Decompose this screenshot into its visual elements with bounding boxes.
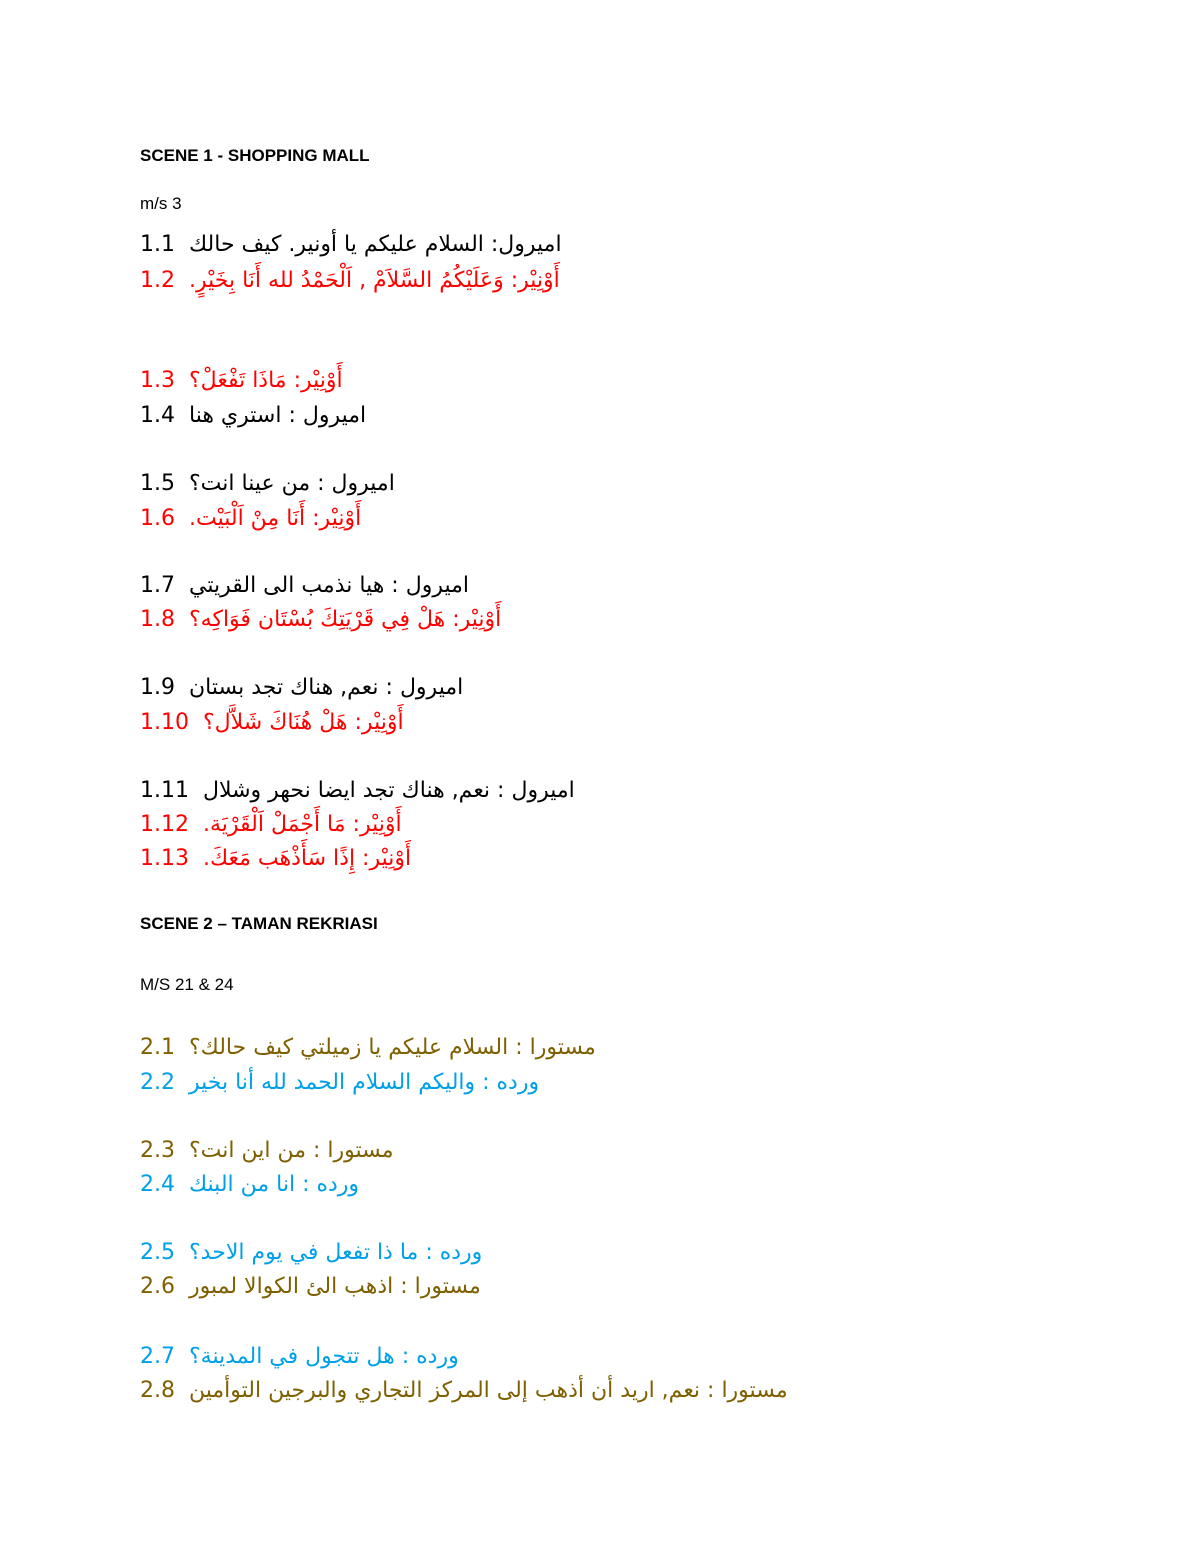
scene-1-heading: SCENE 1 - SHOPPING MALL xyxy=(140,146,370,165)
line-text: اميرول : نعم, هناك تجد ايضا نحهر وشلال xyxy=(202,778,575,803)
dialogue-line xyxy=(140,502,361,536)
line-number: 2.1 xyxy=(140,1035,175,1060)
dialogue-line xyxy=(140,706,404,740)
line-number: 1.11 xyxy=(140,778,189,803)
line-text: أَوْنِيْر: هَلْ فِي قَرْيَتِكَ بُسْتَان فَوَاكِه؟ xyxy=(189,607,502,632)
dialogue-line xyxy=(140,774,575,808)
line-number: 2.3 xyxy=(140,1138,175,1163)
dialogue-line xyxy=(140,842,411,876)
line-text: ورده : انا من البنك xyxy=(189,1172,360,1197)
scene-2-heading: SCENE 2 – TAMAN REKRIASI xyxy=(140,914,378,933)
dialogue-line xyxy=(140,467,395,501)
line-text: ورده : هل تتجول في المدينة؟ xyxy=(189,1344,459,1369)
line-number: 1.2 xyxy=(140,268,175,293)
dialogue-line xyxy=(140,1168,359,1202)
dialogue-line xyxy=(140,1066,539,1100)
dialogue-line xyxy=(140,1236,482,1270)
line-number: 1.13 xyxy=(140,846,189,871)
line-number: 1.10 xyxy=(140,710,189,735)
line-text: مستورا : من اين انت؟ xyxy=(189,1138,394,1163)
line-number: 1.12 xyxy=(140,812,189,837)
line-number: 1.4 xyxy=(140,403,175,428)
line-text: مستورا : السلام عليكم يا زميلتي كيف حالك؟ xyxy=(189,1035,596,1060)
line-number: 2.6 xyxy=(140,1274,175,1299)
line-number: 2.8 xyxy=(140,1378,175,1403)
line-text: أَوْنِيْر: إِذًا سَأَذْهَب مَعَكَ. xyxy=(202,846,412,871)
scene-2-page-ref: M/S 21 & 24 xyxy=(140,975,234,994)
dialogue-line xyxy=(140,1134,394,1168)
line-number: 1.7 xyxy=(140,573,175,598)
dialogue-line xyxy=(140,364,343,398)
line-text: مستورا : اذهب الئ الكوالا لمبور xyxy=(189,1274,481,1299)
line-text: اميرول : استري هنا xyxy=(189,403,367,428)
line-number: 1.8 xyxy=(140,607,175,632)
dialogue-line xyxy=(140,671,463,705)
line-number: 1.6 xyxy=(140,506,175,531)
line-text: أَوْنِيْر: أَنَا مِنْ اَلْبَيْت. xyxy=(189,506,362,531)
line-number: 1.9 xyxy=(140,675,175,700)
line-text: أَوْنِيْر: هَلْ هُنَاكَ شَلاَّل؟ xyxy=(202,710,404,735)
line-number: 2.2 xyxy=(140,1070,175,1095)
line-number: 1.1 xyxy=(140,232,175,257)
dialogue-line xyxy=(140,399,366,433)
dialogue-line xyxy=(140,1270,481,1304)
dialogue-line xyxy=(140,808,402,842)
dialogue-line xyxy=(140,1340,459,1374)
dialogue-line xyxy=(140,603,501,637)
line-text: ورده : ما ذا تفعل في يوم الاحد؟ xyxy=(189,1240,483,1265)
line-number: 1.3 xyxy=(140,368,175,393)
line-number: 2.7 xyxy=(140,1344,175,1369)
line-number: 1.5 xyxy=(140,471,175,496)
dialogue-line xyxy=(140,1374,788,1408)
line-text: مستورا : نعم, اريد أن أذهب إلى المركز التجاري والبرجين التوأمين xyxy=(189,1378,788,1403)
line-text: أَوْنِيْر: مَا أَجْمَلْ اَلْقَرْيَة. xyxy=(202,812,402,837)
line-text: اميرول : نعم, هناك تجد بستان xyxy=(189,675,464,700)
line-number: 2.4 xyxy=(140,1172,175,1197)
line-text: أَوْنِيْر: وَعَلَيْكُمُ السَّلاَمْ , اَلْحَمْدُ لله أَنَا بِخَيْرٍ. xyxy=(189,268,560,293)
dialogue-line xyxy=(140,569,469,603)
line-text: اميرول: السلام عليكم يا أونير. كيف حالك xyxy=(189,232,562,257)
dialogue-line xyxy=(140,264,560,298)
line-text: اميرول : هيا نذمب الى القريتي xyxy=(189,573,469,598)
line-number: 2.5 xyxy=(140,1240,175,1265)
dialogue-line xyxy=(140,1031,596,1065)
scene-1-page-ref: m/s 3 xyxy=(140,194,182,213)
line-text: أَوْنِيْر: مَاذَا تَفْعَلْ؟ xyxy=(189,368,343,393)
dialogue-line xyxy=(140,228,562,262)
line-text: ورده : واليكم السلام الحمد لله أنا بخير xyxy=(189,1070,540,1095)
line-text: اميرول : من عينا انت؟ xyxy=(189,471,395,496)
